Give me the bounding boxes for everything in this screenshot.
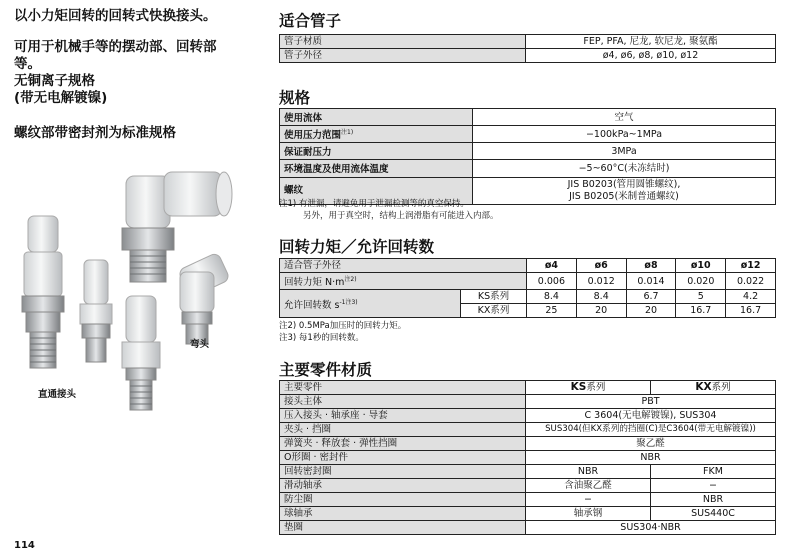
size-header: ø10 xyxy=(676,259,726,273)
row-label: 保证耐压力 xyxy=(280,143,473,160)
intro-line: 等。 xyxy=(14,56,41,72)
table-row xyxy=(280,160,776,177)
row-label: 夹头 · 挡圈 xyxy=(280,423,526,437)
row-label: 回转力矩 $N\cdot m^{注2)}$ xyxy=(280,273,527,290)
table-row xyxy=(280,423,776,437)
row-value: 聚乙醛 xyxy=(526,437,776,451)
kx-value: − xyxy=(651,479,776,493)
caption-straight: 直通接头 xyxy=(38,389,77,400)
size-header: ø8 xyxy=(626,259,676,273)
row-value: FEP, PFA, 尼龙, 软尼龙, 聚氨酯 xyxy=(526,35,776,49)
ks-header: KS系列 xyxy=(526,381,651,395)
intro-line: (带无电解镀镍) xyxy=(14,90,108,106)
torque-value: 0.020 xyxy=(676,273,726,290)
size-header: ø6 xyxy=(576,259,626,273)
size-header: ø12 xyxy=(726,259,776,273)
intro-line: 可用于机械手等的摆动部、回转部 xyxy=(14,39,217,55)
speed-value: 8.4 xyxy=(576,290,626,304)
series-label: KS系列 xyxy=(461,290,527,304)
table-row xyxy=(280,507,776,521)
row-label: 适合管子外径 xyxy=(280,259,527,273)
row-value: NBR xyxy=(526,451,776,465)
row-label: 螺纹 xyxy=(280,177,473,204)
torque-notes: 注2) 0.5MPa加压时的回转力矩。 注3) 每1秒的回转数。 xyxy=(279,321,407,343)
table-row xyxy=(280,493,776,507)
row-label: 使用流体 xyxy=(280,109,473,126)
row-label: 垫圈 xyxy=(280,521,526,535)
row-label: 弹簧夹 · 释放套 · 弹性挡圈 xyxy=(280,437,526,451)
row-label: 使用压力范围$^{注1)}$ xyxy=(280,126,473,143)
kx-value: NBR xyxy=(651,493,776,507)
row-value: JIS B0203(管用圆锥螺纹), JIS B0205(米制普通螺纹) xyxy=(473,177,776,204)
straight-fitting-front xyxy=(122,296,160,410)
spec-note: 注1) 有泄漏，请避免用于泄漏检测等的真空保持。 另外，用于真空时，结构上润滑脂有可能进入内部。 xyxy=(279,199,499,221)
parts-table xyxy=(279,380,776,535)
row-label: 回转密封圈 xyxy=(280,465,526,479)
table-row xyxy=(280,259,776,273)
row-value: ø4, ø6, ø8, ø10, ø12 xyxy=(526,49,776,63)
ks-value: 含油聚乙醛 xyxy=(526,479,651,493)
table-row xyxy=(280,109,776,126)
speed-value: 5 xyxy=(676,290,726,304)
kx-value: FKM xyxy=(651,465,776,479)
ks-value: − xyxy=(526,493,651,507)
intro-line: 螺纹部带密封剂为标准规格 xyxy=(14,125,176,141)
intro-text xyxy=(14,8,266,142)
row-value: PBT xyxy=(526,395,776,409)
spec-table xyxy=(279,108,776,205)
table-row xyxy=(280,521,776,535)
table-row xyxy=(280,479,776,493)
row-value: 空气 xyxy=(473,109,776,126)
ks-value: 轴承钢 xyxy=(526,507,651,521)
product-photo xyxy=(14,168,266,418)
table-row xyxy=(280,143,776,160)
series-label: KX系列 xyxy=(461,304,527,318)
table-row xyxy=(280,395,776,409)
speed-value: 16.7 xyxy=(726,304,776,318)
table-row xyxy=(280,451,776,465)
row-value: SUS304(但KX系列的挡圈(C)是C3604(带无电解镀镍)) xyxy=(526,423,776,437)
row-label: 压入接头 · 轴承座 · 导套 xyxy=(280,409,526,423)
speed-value: 16.7 xyxy=(676,304,726,318)
page-number: 114 xyxy=(14,540,35,551)
caption-elbow: 弯头 xyxy=(190,339,210,350)
speed-value: 6.7 xyxy=(626,290,676,304)
table-row xyxy=(280,126,776,143)
intro-line: 无铜离子规格 xyxy=(14,73,95,89)
table-row xyxy=(280,465,776,479)
straight-fitting-left xyxy=(22,216,64,368)
speed-value: 20 xyxy=(626,304,676,318)
table-row xyxy=(280,437,776,451)
small-elbow-fitting xyxy=(178,252,231,344)
speed-value: 20 xyxy=(576,304,626,318)
row-label: 球轴承 xyxy=(280,507,526,521)
table-row xyxy=(280,49,776,63)
row-label: 主要零件 xyxy=(280,381,526,395)
row-label: 管子外径 xyxy=(280,49,526,63)
table-row xyxy=(280,290,776,304)
table-row xyxy=(280,381,776,395)
table-row xyxy=(280,273,776,290)
speed-value: 8.4 xyxy=(527,290,577,304)
straight-fitting-middle xyxy=(80,260,112,362)
torque-value: 0.014 xyxy=(626,273,676,290)
row-value: −5~60°C(未冻结时) xyxy=(473,160,776,177)
torque-table xyxy=(279,258,776,318)
size-header: ø4 xyxy=(527,259,577,273)
row-label: O形圈 · 密封件 xyxy=(280,451,526,465)
kx-value: SUS440C xyxy=(651,507,776,521)
row-label: 环境温度及使用流体温度 xyxy=(280,160,473,177)
row-label: 防尘圈 xyxy=(280,493,526,507)
table-row xyxy=(280,35,776,49)
tube-table xyxy=(279,34,776,63)
row-value: −100kPa~1MPa xyxy=(473,126,776,143)
section-title-tube: 适合管子 xyxy=(279,12,342,30)
torque-value: 0.012 xyxy=(576,273,626,290)
ks-value: NBR xyxy=(526,465,651,479)
fittings-illustration xyxy=(14,168,266,418)
section-title-torque: 回转力矩／允许回转数 xyxy=(279,238,435,256)
row-value: C 3604(无电解镀镍), SUS304 xyxy=(526,409,776,423)
row-value: 3MPa xyxy=(473,143,776,160)
row-label: 滑动轴承 xyxy=(280,479,526,493)
kx-header: KX系列 xyxy=(651,381,776,395)
torque-value: 0.006 xyxy=(527,273,577,290)
intro-line: 以小力矩回转的回转式快换接头。 xyxy=(14,8,217,24)
row-label: 管子材质 xyxy=(280,35,526,49)
table-row xyxy=(280,409,776,423)
row-label: 接头主体 xyxy=(280,395,526,409)
section-title-spec: 规格 xyxy=(279,89,311,107)
torque-value: 0.022 xyxy=(726,273,776,290)
speed-value: 25 xyxy=(527,304,577,318)
section-title-parts: 主要零件材质 xyxy=(279,361,373,379)
speed-value: 4.2 xyxy=(726,290,776,304)
row-label: 允许回转数 $s^{-1注3)}$ xyxy=(280,290,461,318)
row-value: SUS304·NBR xyxy=(526,521,776,535)
